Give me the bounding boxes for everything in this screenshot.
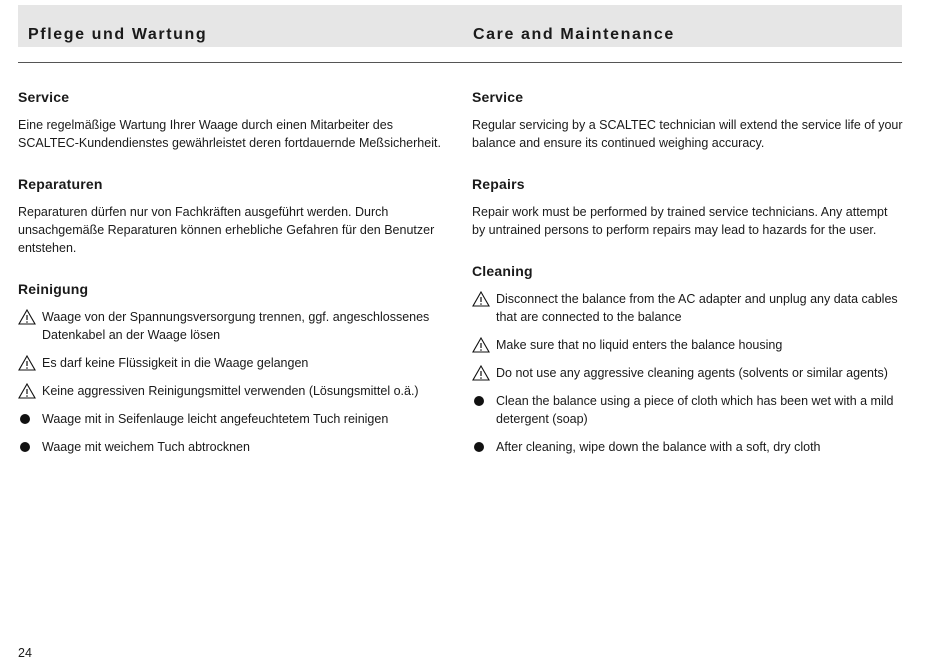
section-text: Reparaturen dürfen nur von Fachkräften ausgeführt werden. Durch unsachgemäße Reparaturen können erhebliche Gefahren für den Benutzer entstehen. bbox=[18, 205, 435, 255]
list-item-text: Disconnect the balance from the AC adapter and unplug any data cables that are connected to the balance bbox=[496, 292, 898, 324]
list-item bbox=[18, 354, 454, 372]
list-item-text: Clean the balance using a piece of cloth which has been wet with a mild detergent (soap) bbox=[496, 394, 894, 426]
page-title-german: Pflege und Wartung bbox=[28, 26, 208, 43]
warning-triangle-icon bbox=[472, 290, 496, 308]
section-heading: Repairs bbox=[472, 176, 525, 192]
list-item bbox=[472, 392, 904, 428]
list-item-text: After cleaning, wipe down the balance with a soft, dry cloth bbox=[496, 440, 821, 454]
list-item bbox=[472, 290, 904, 326]
bullet-icon bbox=[472, 392, 496, 410]
service-section-english bbox=[472, 88, 904, 152]
list-item bbox=[472, 336, 904, 354]
section-text: Eine regelmäßige Wartung Ihrer Waage durch einen Mitarbeiter des SCALTEC-Kundendienstes gewährleistet deren fortdauernde Meßsicherheit. bbox=[18, 118, 441, 150]
german-column bbox=[18, 88, 454, 479]
list-item-text: Waage mit in Seifenlauge leicht angefeuchtetem Tuch reinigen bbox=[42, 412, 389, 426]
section-heading: Service bbox=[18, 89, 70, 105]
warning-triangle-icon bbox=[18, 354, 42, 372]
section-heading: Service bbox=[472, 89, 524, 105]
list-item bbox=[472, 364, 904, 382]
cleaning-list bbox=[18, 308, 454, 456]
section-heading: Reinigung bbox=[18, 281, 89, 297]
section-heading: Cleaning bbox=[472, 263, 533, 279]
repairs-section-english bbox=[472, 175, 904, 239]
list-item bbox=[18, 382, 454, 400]
cleaning-section-english bbox=[472, 262, 904, 456]
list-item bbox=[18, 438, 454, 456]
warning-triangle-icon bbox=[18, 308, 42, 326]
list-item-text: Es darf keine Flüssigkeit in die Waage gelangen bbox=[42, 356, 309, 370]
warning-triangle-icon bbox=[472, 336, 496, 354]
list-item bbox=[18, 308, 454, 344]
list-item bbox=[472, 438, 904, 456]
english-column bbox=[472, 88, 904, 479]
section-text: Repair work must be performed by trained service technicians. Any attempt by untrained persons to perform repairs may lead to hazards for the user. bbox=[472, 205, 888, 237]
repairs-section-german bbox=[18, 175, 454, 257]
warning-triangle-icon bbox=[18, 382, 42, 400]
bullet-icon bbox=[18, 410, 42, 428]
list-item-text: Waage von der Spannungsversorgung trennen, ggf. angeschlossenes Datenkabel an der Waage lösen bbox=[42, 310, 430, 342]
page-number: 24 bbox=[18, 646, 32, 660]
cleaning-section-german bbox=[18, 280, 454, 456]
section-heading: Reparaturen bbox=[18, 176, 103, 192]
bullet-icon bbox=[18, 438, 42, 456]
list-item-text: Make sure that no liquid enters the balance housing bbox=[496, 338, 783, 352]
section-text: Regular servicing by a SCALTEC technician will extend the service life of your balance and ensure its continued weighing accuracy. bbox=[472, 118, 903, 150]
list-item-text: Do not use any aggressive cleaning agents (solvents or similar agents) bbox=[496, 366, 888, 380]
cleaning-list bbox=[472, 290, 904, 456]
header-divider bbox=[18, 62, 902, 63]
warning-triangle-icon bbox=[472, 364, 496, 382]
service-section-german bbox=[18, 88, 454, 152]
bullet-icon bbox=[472, 438, 496, 456]
page-title-english: Care and Maintenance bbox=[473, 26, 675, 43]
list-item-text: Keine aggressiven Reinigungsmittel verwenden (Lösungsmittel o.ä.) bbox=[42, 384, 419, 398]
list-item-text: Waage mit weichem Tuch abtrocknen bbox=[42, 440, 250, 454]
list-item bbox=[18, 410, 454, 428]
